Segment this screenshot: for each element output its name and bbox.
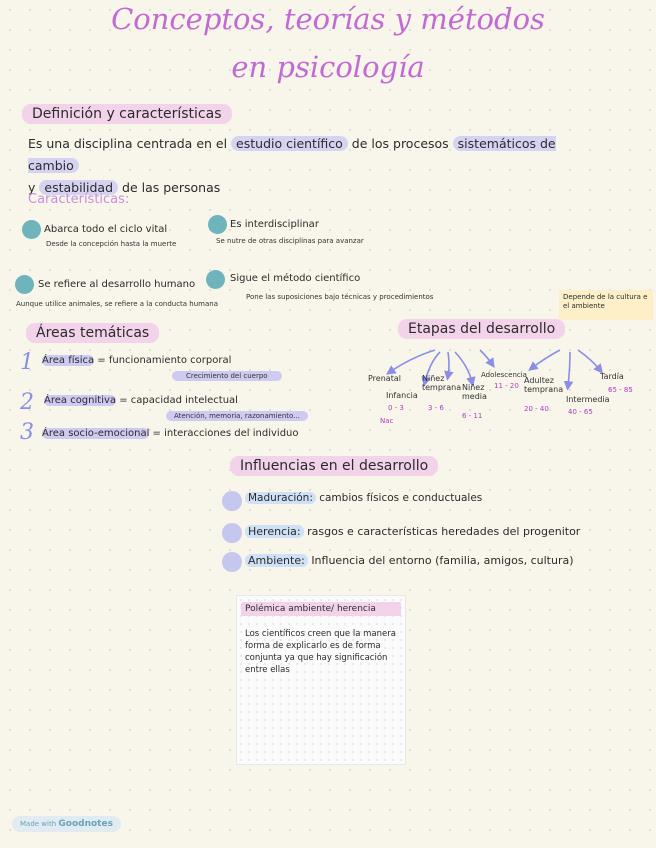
stage-intermedia-age: 40 - 65: [568, 408, 593, 416]
characteristic-2-note: Se nutre de otras disciplinas para avanzar: [216, 237, 364, 245]
stage-intermedia: Intermedia: [566, 395, 610, 404]
card-body: Los científicos creen que la manera forma de explicarlo es de forma conjunta ya que hay significación entre ellas: [245, 629, 396, 675]
characteristic-3-note: Aunque utilice animales, se refiere a la conducta humana: [16, 300, 219, 308]
page-title-line1: Conceptos, teorías y métodos: [111, 2, 545, 36]
characteristic-2-label: Es interdisciplinar: [230, 219, 319, 230]
bullet-icon: [15, 275, 34, 294]
area-1: Área física = funcionamiento corporal: [42, 355, 232, 366]
characteristic-3-label: Se refiere al desarrollo humano: [38, 279, 196, 290]
stage-prenatal: Prenatal: [368, 374, 401, 383]
highlight-sistematicos: sistemáticos de cambio: [28, 136, 556, 173]
bullet-icon: [206, 270, 225, 289]
characteristics-heading: Características:: [28, 192, 130, 207]
area-2-note: Atención, memoria, razonamiento...: [166, 411, 308, 421]
stage-ninez-temprana: Niñez temprana: [422, 374, 462, 392]
influence-2: Herencia: rasgos e características heredades del progenitor: [245, 525, 580, 538]
stage-adultez-temprana: Adultez temprana: [524, 376, 564, 394]
note-card: [236, 595, 406, 765]
sticky-note: Depende de la cultura e el ambiente: [559, 290, 653, 320]
stage-ninez-temprana-age: 3 - 6: [428, 404, 444, 412]
bullet-icon: [22, 220, 41, 239]
stage-prenatal-age: Nac: [380, 417, 394, 425]
characteristic-4-note: Pone las suposiciones bajo técnicas y procedimientos: [246, 293, 434, 301]
influence-3: Ambiente: Influencia del entorno (familia, amigos, cultura): [245, 554, 574, 567]
stage-adolescencia-age: 11 - 20: [494, 382, 519, 390]
area-3-number: 3: [20, 420, 34, 445]
page-title-line2: en psicología: [231, 50, 425, 84]
area-1-number: 1: [20, 350, 34, 375]
card-heading: Polémica ambiente/ herencia: [241, 602, 401, 616]
characteristic-4-label: Sigue el método científico: [230, 273, 361, 284]
characteristic-1-note: Desde la concepción hasta la muerte: [46, 240, 177, 248]
bullet-icon: [222, 491, 242, 511]
area-3: Área socio-emocional = interacciones del individuo: [42, 428, 299, 439]
bullet-icon: [222, 552, 242, 572]
area-1-note: Crecimiento del cuerpo: [172, 371, 282, 381]
stage-ninez-media: Niñez media: [462, 383, 487, 401]
characteristic-1-label: Abarca todo el ciclo vital: [44, 224, 168, 235]
goodnotes-watermark[interactable]: Made with Goodnotes: [12, 816, 121, 832]
stage-infancia: Infancia: [386, 391, 418, 400]
stage-tardia: Tardía: [600, 372, 624, 381]
area-2: Área cognitiva = capacidad intelectual: [44, 395, 238, 406]
areas-heading: Áreas temáticas: [26, 325, 159, 341]
definition-heading: Definición y características: [22, 106, 232, 122]
bullet-icon: [222, 523, 242, 543]
stage-tardia-age: 65 - 85: [608, 386, 633, 394]
stage-adultez-temprana-age: 20 - 40: [524, 405, 549, 413]
stage-adolescencia: Adolescencia: [481, 371, 527, 379]
definition-text: Es una disciplina centrada en el estudio científico de los procesos sistemáticos de cambio y estabilidad de las personas: [28, 136, 556, 195]
influences-heading: Influencias en el desarrollo: [230, 458, 438, 474]
influence-1: Maduración: cambios físicos e conductuales: [245, 492, 482, 504]
area-2-number: 2: [20, 390, 34, 415]
highlight-estabilidad: estabilidad: [39, 180, 118, 195]
highlight-estudio: estudio científico: [231, 136, 348, 151]
stages-heading: Etapas del desarrollo: [398, 321, 565, 337]
stage-infancia-age: 0 - 3: [388, 404, 404, 412]
stage-ninez-media-age: 6 - 11: [462, 412, 483, 420]
bullet-icon: [208, 215, 227, 234]
